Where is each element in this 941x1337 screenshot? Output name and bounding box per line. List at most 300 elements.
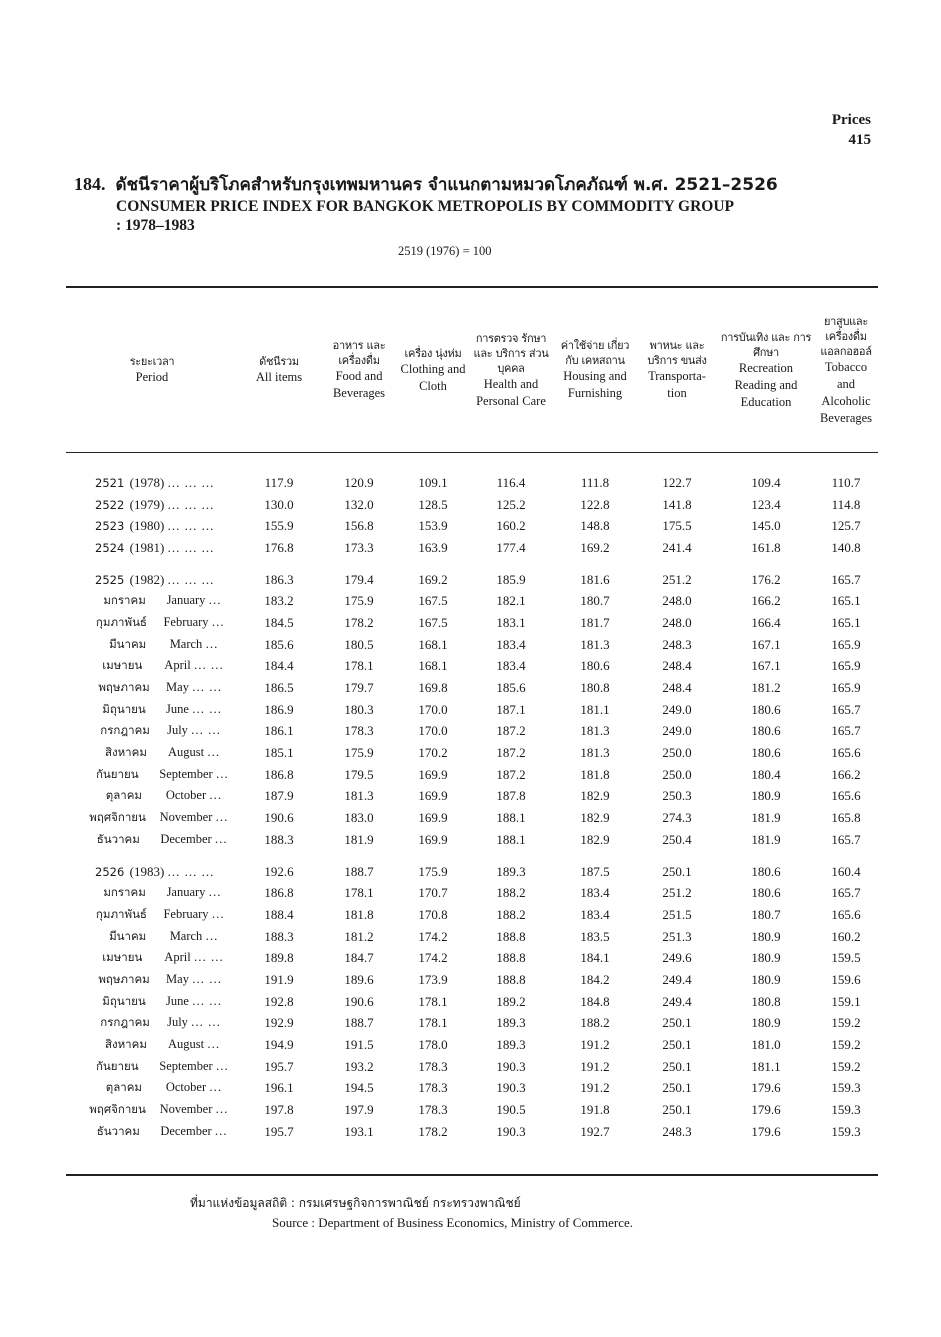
value-cell: 179.7 — [344, 680, 374, 696]
column-header-4 — [468, 290, 554, 450]
value-cell: 175.9 — [344, 593, 374, 609]
value-cell: 182.9 — [580, 831, 610, 847]
leader-dots: ... — [207, 744, 221, 760]
table-row — [66, 656, 878, 678]
value-cell: 155.9 — [264, 518, 294, 534]
leader-dots: ... — [211, 905, 225, 921]
table-row — [66, 677, 878, 699]
value-cell: 167.5 — [418, 593, 448, 609]
column-header-english: All items — [255, 370, 303, 384]
value-cell: 184.4 — [264, 658, 294, 674]
value-cell: 165.9 — [831, 636, 861, 652]
leader-dots: ... — [215, 1057, 229, 1073]
column-header-thai: การบันเทิง และ การศึกษา — [720, 330, 812, 359]
value-cell: 125.2 — [496, 496, 526, 512]
period-thai: ธันวาคม — [96, 1123, 140, 1138]
value-cell: 181.1 — [751, 1058, 781, 1074]
value-cell: 191.2 — [580, 1080, 610, 1096]
column-header-5 — [554, 290, 636, 450]
bottom-rule — [66, 1174, 878, 1176]
period-thai: กรกฎาคม — [100, 723, 150, 738]
value-cell: 184.1 — [580, 950, 610, 966]
spacer-cell — [66, 851, 878, 861]
table-row — [66, 1121, 878, 1143]
value-cell: 190.6 — [264, 810, 294, 826]
table-row — [66, 494, 878, 516]
column-header-english: Housing and Furnishing — [563, 369, 627, 400]
value-cell: 175.9 — [418, 863, 448, 879]
leader-dots: ... — [205, 927, 219, 943]
leader-dots: ... ... ... — [167, 518, 215, 534]
value-cell: 170.2 — [418, 745, 448, 761]
leader-dots: ... — [207, 1036, 221, 1052]
period-english: October — [165, 1080, 207, 1095]
value-cell: 170.0 — [418, 701, 448, 717]
value-cell: 159.1 — [831, 993, 861, 1009]
value-cell: 186.5 — [264, 680, 294, 696]
value-cell: 188.7 — [344, 1015, 374, 1031]
period-thai: มกราคม — [103, 885, 146, 900]
value-cell: 248.0 — [662, 614, 692, 630]
value-cell: 186.8 — [264, 766, 294, 782]
period-cell — [66, 1121, 238, 1143]
leader-dots: ... — [215, 765, 229, 781]
value-cell: 179.5 — [344, 766, 374, 782]
period-english: (1981) — [129, 539, 165, 555]
value-cell: 165.7 — [831, 885, 861, 901]
period-thai: กรกฎาคม — [100, 1015, 150, 1030]
period-cell — [66, 515, 238, 537]
period-thai: 2526 — [95, 864, 125, 879]
period-thai: มิถุนายน — [102, 701, 146, 716]
value-cell: 170.8 — [418, 906, 448, 922]
table-row — [66, 764, 878, 786]
period-cell — [66, 1056, 238, 1078]
period-english: May — [166, 680, 189, 695]
value-cell: 178.2 — [418, 1123, 448, 1139]
leader-dots: ... — [205, 635, 219, 651]
value-cell: 178.2 — [344, 614, 374, 630]
column-header-english: Health and Personal Care — [476, 376, 546, 408]
value-cell: 166.4 — [751, 614, 781, 630]
value-cell: 180.7 — [580, 593, 610, 609]
period-thai: 2522 — [95, 497, 125, 512]
period-english: June — [166, 701, 189, 716]
period-thai: สิงหาคม — [104, 1037, 147, 1052]
value-cell: 183.4 — [580, 885, 610, 901]
value-cell: 125.7 — [831, 518, 861, 534]
value-cell: 184.2 — [580, 971, 610, 987]
period-thai: กันยายน — [95, 766, 139, 781]
column-header-3 — [398, 290, 468, 450]
value-cell: 183.4 — [496, 636, 526, 652]
period-thai: ตุลาคม — [105, 1080, 142, 1095]
value-cell: 192.7 — [580, 1123, 610, 1139]
value-cell: 193.2 — [344, 1058, 374, 1074]
period-cell — [66, 656, 238, 678]
running-header — [832, 110, 871, 150]
value-cell: 189.3 — [496, 1015, 526, 1031]
period-thai: สิงหาคม — [104, 745, 147, 760]
value-cell: 250.1 — [662, 1102, 692, 1118]
table-row — [66, 569, 878, 591]
column-header-1 — [238, 290, 320, 450]
column-header-thai: ยาสูบและ เครื่องดื่ม แอลกอฮอล์ — [820, 314, 872, 358]
leader-dots: ... — [209, 1079, 223, 1095]
period-thai: กันยายน — [95, 1058, 139, 1073]
period-cell — [66, 472, 238, 494]
table-row — [66, 882, 878, 904]
value-cell: 188.8 — [496, 928, 526, 944]
period-english: September — [159, 766, 213, 781]
value-cell: 140.8 — [831, 539, 861, 555]
value-cell: 179.6 — [751, 1080, 781, 1096]
period-thai: 2523 — [95, 519, 125, 534]
value-cell: 188.2 — [496, 885, 526, 901]
period-cell — [66, 742, 238, 764]
table-row — [66, 1099, 878, 1121]
period-english: August — [167, 745, 205, 760]
value-cell: 165.9 — [831, 680, 861, 696]
value-cell: 178.3 — [418, 1080, 448, 1096]
period-english: (1980) — [129, 518, 165, 534]
table-row — [66, 590, 878, 612]
table-row — [66, 472, 878, 494]
period-english: February — [163, 906, 209, 921]
value-cell: 180.6 — [751, 745, 781, 761]
value-cell: 117.9 — [264, 474, 294, 490]
period-english: March — [169, 636, 203, 651]
value-cell: 165.1 — [831, 614, 861, 630]
table-row — [66, 947, 878, 969]
leader-dots: ... — [214, 830, 228, 846]
value-cell: 187.5 — [580, 863, 610, 879]
value-cell: 165.7 — [831, 831, 861, 847]
value-cell: 188.4 — [264, 906, 294, 922]
value-cell: 168.1 — [418, 636, 448, 652]
period-cell — [66, 677, 238, 699]
value-cell: 156.8 — [344, 518, 374, 534]
value-cell: 153.9 — [418, 518, 448, 534]
leader-dots: ... ... — [192, 970, 222, 986]
value-cell: 181.9 — [344, 831, 374, 847]
value-cell: 169.9 — [418, 766, 448, 782]
value-cell: 165.8 — [831, 810, 861, 826]
period-thai: กุมภาพันธ์ — [95, 906, 147, 921]
value-cell: 194.5 — [344, 1080, 374, 1096]
period-cell — [66, 764, 238, 786]
value-cell: 165.6 — [831, 788, 861, 804]
value-cell: 186.9 — [264, 701, 294, 717]
value-cell: 249.6 — [662, 950, 692, 966]
column-header-8 — [814, 290, 878, 450]
period-english: December — [160, 1123, 212, 1138]
value-cell: 176.2 — [751, 571, 781, 587]
period-english: June — [166, 993, 189, 1008]
table-row — [66, 926, 878, 948]
value-cell: 177.4 — [496, 539, 526, 555]
source-thai: ที่มาแห่งข้อมูลสถิติ : กรมเศรษฐกิจการพาณิชย์ กระทรวงพาณิชย์ — [190, 1196, 521, 1210]
table-header — [66, 290, 878, 450]
top-rule — [66, 286, 878, 288]
period-english: April — [164, 658, 191, 673]
period-thai: 2525 — [95, 572, 125, 587]
value-cell: 165.7 — [831, 723, 861, 739]
value-cell: 181.3 — [580, 636, 610, 652]
value-cell: 194.9 — [264, 1037, 294, 1053]
cpi-table — [66, 290, 878, 1143]
value-cell: 190.6 — [344, 993, 374, 1009]
leader-dots: ... — [208, 884, 222, 900]
column-header-thai: การตรวจ รักษาและ บริการ ส่วนบุคคล — [473, 331, 549, 375]
value-cell: 182.1 — [496, 593, 526, 609]
value-cell: 189.3 — [496, 863, 526, 879]
leader-dots: ... ... — [192, 679, 222, 695]
column-header-thai: เครื่อง นุ่งห่ม — [404, 346, 462, 360]
value-cell: 192.9 — [264, 1015, 294, 1031]
value-cell: 165.1 — [831, 593, 861, 609]
value-cell: 169.8 — [418, 680, 448, 696]
value-cell: 188.2 — [580, 1015, 610, 1031]
period-english: August — [167, 1037, 205, 1052]
value-cell: 183.5 — [580, 928, 610, 944]
period-cell — [66, 1034, 238, 1056]
value-cell: 122.8 — [580, 496, 610, 512]
period-thai: มิถุนายน — [102, 993, 146, 1008]
value-cell: 188.1 — [496, 831, 526, 847]
value-cell: 187.2 — [496, 766, 526, 782]
value-cell: 188.7 — [344, 863, 374, 879]
value-cell: 195.7 — [264, 1058, 294, 1074]
value-cell: 180.6 — [751, 863, 781, 879]
value-cell: 176.8 — [264, 539, 294, 555]
column-header-english: Food and Beverages — [332, 369, 386, 400]
value-cell: 159.3 — [831, 1080, 861, 1096]
value-cell: 185.6 — [496, 680, 526, 696]
value-cell: 160.4 — [831, 863, 861, 879]
column-header-thai: ดัชนีรวม — [259, 355, 299, 368]
period-cell — [66, 1078, 238, 1100]
leader-dots: ... — [208, 592, 222, 608]
value-cell: 250.0 — [662, 745, 692, 761]
value-cell: 180.8 — [751, 993, 781, 1009]
value-cell: 190.3 — [496, 1123, 526, 1139]
period-english: July — [167, 723, 188, 738]
period-cell — [66, 882, 238, 904]
value-cell: 250.3 — [662, 788, 692, 804]
period-cell — [66, 590, 238, 612]
value-cell: 193.1 — [344, 1123, 374, 1139]
period-english: (1983) — [129, 863, 165, 879]
value-cell: 130.0 — [264, 496, 294, 512]
value-cell: 180.6 — [751, 885, 781, 901]
period-cell — [66, 494, 238, 516]
period-cell — [66, 991, 238, 1013]
column-header-7 — [718, 290, 814, 450]
value-cell: 181.9 — [751, 810, 781, 826]
value-cell: 181.1 — [580, 701, 610, 717]
table-row — [66, 742, 878, 764]
value-cell: 161.8 — [751, 539, 781, 555]
leader-dots: ... ... — [191, 722, 221, 738]
value-cell: 179.6 — [751, 1102, 781, 1118]
value-cell: 181.2 — [344, 928, 374, 944]
value-cell: 165.7 — [831, 571, 861, 587]
period-english: (1978) — [129, 474, 165, 490]
value-cell: 192.8 — [264, 993, 294, 1009]
value-cell: 191.8 — [580, 1102, 610, 1118]
leader-dots: ... ... — [192, 700, 222, 716]
value-cell: 188.3 — [264, 928, 294, 944]
period-thai: กุมภาพันธ์ — [95, 614, 147, 629]
value-cell: 166.2 — [831, 766, 861, 782]
value-cell: 160.2 — [496, 518, 526, 534]
value-cell: 175.9 — [344, 745, 374, 761]
table-row — [66, 612, 878, 634]
period-cell — [66, 807, 238, 829]
header-row — [66, 290, 878, 450]
value-cell: 189.6 — [344, 971, 374, 987]
table-row — [66, 537, 878, 559]
value-cell: 114.8 — [831, 496, 861, 512]
period-english: December — [160, 831, 212, 846]
value-cell: 183.2 — [264, 593, 294, 609]
period-thai: เมษายน — [102, 658, 143, 673]
leader-dots: ... ... ... — [167, 571, 215, 587]
period-thai: พฤศจิกายน — [89, 1102, 146, 1117]
table-body — [66, 450, 878, 1143]
value-cell: 182.9 — [580, 788, 610, 804]
value-cell: 185.9 — [496, 571, 526, 587]
table-row — [66, 1013, 878, 1035]
value-cell: 179.6 — [751, 1123, 781, 1139]
value-cell: 165.6 — [831, 906, 861, 922]
period-thai: มกราคม — [103, 593, 146, 608]
value-cell: 178.0 — [418, 1037, 448, 1053]
value-cell: 186.1 — [264, 723, 294, 739]
value-cell: 148.8 — [580, 518, 610, 534]
source-note — [0, 1193, 941, 1233]
value-cell: 181.9 — [751, 831, 781, 847]
period-english: July — [167, 1015, 188, 1030]
leader-dots: ... ... ... — [167, 863, 215, 879]
value-cell: 132.0 — [344, 496, 374, 512]
value-cell: 249.4 — [662, 993, 692, 1009]
table-row — [66, 991, 878, 1013]
value-cell: 196.1 — [264, 1080, 294, 1096]
value-cell: 173.3 — [344, 539, 374, 555]
value-cell: 184.8 — [580, 993, 610, 1009]
column-header-english: Tobacco and Alcoholic Beverages — [819, 359, 873, 425]
table-title — [74, 172, 884, 235]
period-thai: 2524 — [95, 540, 125, 555]
value-cell: 250.1 — [662, 1080, 692, 1096]
value-cell: 123.4 — [751, 496, 781, 512]
value-cell: 128.5 — [418, 496, 448, 512]
column-header-thai: ระยะเวลา — [129, 355, 175, 368]
value-cell: 188.2 — [496, 906, 526, 922]
column-header-english: Transporta- tion — [648, 369, 706, 400]
value-cell: 197.8 — [264, 1102, 294, 1118]
value-cell: 160.2 — [831, 928, 861, 944]
value-cell: 181.2 — [751, 680, 781, 696]
leader-dots: ... — [215, 1101, 229, 1117]
table-row — [66, 861, 878, 883]
value-cell: 169.9 — [418, 810, 448, 826]
value-cell: 170.7 — [418, 885, 448, 901]
value-cell: 191.2 — [580, 1058, 610, 1074]
period-cell — [66, 947, 238, 969]
value-cell: 169.9 — [418, 831, 448, 847]
value-cell: 175.5 — [662, 518, 692, 534]
base-year-note: 2519 (1976) = 100 — [398, 244, 492, 258]
period-thai: ตุลาคม — [105, 788, 142, 803]
value-cell: 248.3 — [662, 636, 692, 652]
column-header-period — [66, 290, 238, 450]
column-header-english: Recreation Reading and Education — [734, 360, 798, 409]
leader-dots: ... ... — [193, 657, 224, 673]
value-cell: 170.0 — [418, 723, 448, 739]
value-cell: 173.9 — [418, 971, 448, 987]
table-row — [66, 634, 878, 656]
table-row — [66, 515, 878, 537]
value-cell: 165.9 — [831, 658, 861, 674]
column-header-english: Period — [135, 370, 169, 384]
period-thai: พฤศจิกายน — [89, 810, 146, 825]
value-cell: 181.3 — [344, 788, 374, 804]
title-english — [74, 197, 884, 235]
value-cell: 180.8 — [580, 680, 610, 696]
period-cell — [66, 1013, 238, 1035]
value-cell: 274.3 — [662, 810, 692, 826]
period-cell — [66, 969, 238, 991]
value-cell: 120.9 — [344, 474, 374, 490]
period-thai: มีนาคม — [109, 928, 147, 943]
period-english: April — [164, 950, 191, 965]
leader-dots: ... — [214, 1122, 228, 1138]
value-cell: 183.4 — [580, 906, 610, 922]
period-english: October — [165, 788, 207, 803]
value-cell: 248.4 — [662, 658, 692, 674]
value-cell: 181.8 — [344, 906, 374, 922]
period-english: February — [163, 614, 209, 629]
value-cell: 180.9 — [751, 1015, 781, 1031]
value-cell: 159.3 — [831, 1123, 861, 1139]
value-cell: 250.4 — [662, 831, 692, 847]
row-spacer — [66, 851, 878, 861]
value-cell: 178.1 — [344, 885, 374, 901]
value-cell: 251.3 — [662, 928, 692, 944]
value-cell: 250.1 — [662, 1015, 692, 1031]
period-thai: 2521 — [95, 475, 125, 490]
value-cell: 250.0 — [662, 766, 692, 782]
value-cell: 167.5 — [418, 614, 448, 630]
period-english: September — [159, 1058, 213, 1073]
value-cell: 186.3 — [264, 571, 294, 587]
value-cell: 183.1 — [496, 614, 526, 630]
value-cell: 249.0 — [662, 701, 692, 717]
period-thai: เมษายน — [102, 950, 143, 965]
column-header-6 — [636, 290, 718, 450]
value-cell: 183.0 — [344, 810, 374, 826]
value-cell: 186.8 — [264, 885, 294, 901]
table-row — [66, 721, 878, 743]
value-cell: 187.2 — [496, 723, 526, 739]
leader-dots: ... — [215, 809, 229, 825]
value-cell: 248.3 — [662, 1123, 692, 1139]
period-cell — [66, 721, 238, 743]
leader-dots: ... ... — [193, 949, 224, 965]
